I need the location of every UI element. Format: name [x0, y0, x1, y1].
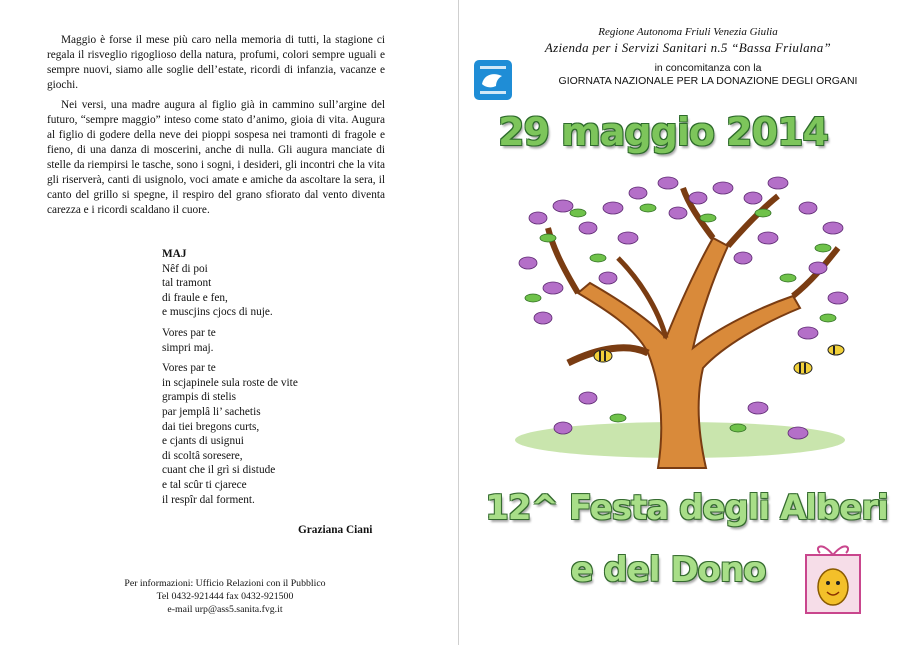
- event-title-line-2: e del Dono: [570, 550, 766, 590]
- event-date: 29 maggio 2014: [498, 110, 828, 154]
- poem-line: e muscjins cjocs di nuje.: [162, 306, 273, 319]
- poem-line: di scoltâ soresere,: [162, 449, 243, 462]
- contact-office: Per informazioni: Ufficio Relazioni con il Pubblico: [124, 578, 326, 589]
- bee-icon: [594, 350, 612, 362]
- gift-mascot-icon: [802, 541, 864, 615]
- organ-donation-day: GIORNATA NAZIONALE PER LA DONAZIONE DEGLI ORGANI: [558, 75, 858, 87]
- poem-line: il respîr dal forment.: [162, 493, 255, 506]
- intro-text: [47, 33, 385, 223]
- poem-line: di fraule e fen,: [162, 291, 228, 304]
- contact-info: [100, 577, 350, 616]
- right-page: [458, 0, 915, 645]
- intro-paragraph-2: Nei versi, una madre augura al figlio già in cammino sull’argine del futuro, “sempre maggio” inteso come stato d’animo, gioia di vita. Augura al figlio di godere della neve dei pioppi sospesa nei tramonti di fragole e fieno, di una danza di moscerini, anche di nulla. Gli augura manciate di stelle da riempirsi le tasche, sono i sogni, i desideri, gli incontri che la vita gli riserverà, canti di usignolo, voci amate e amiche da ascoltare la sera, il canto del grillo si spegne, il respiro del grano sfiorato dal vento diventa carezza e i ricordi scaldano il cuore.: [47, 99, 385, 216]
- poem-line: par jemplâ li’ sachetis: [162, 405, 261, 418]
- poem-line: grampis di stelis: [162, 391, 237, 404]
- tree-illustration: [508, 168, 853, 470]
- bee-icon: [828, 345, 844, 355]
- contact-phone: Tel 0432-921444 fax 0432-921500: [156, 591, 294, 602]
- donation-logo-icon: [474, 60, 512, 100]
- poem-line: in scjapinele sula roste de vite: [162, 376, 298, 389]
- intro-paragraph-1: Maggio è forse il mese più caro nella memoria di tutti, la stagione ci regala il risveglio rigoglioso della natura, profumi, colori sempre uguali e sempre nuovi, siamo alle soglie dell’estate, ricordi di infanzia, vacanze e giochi.: [47, 34, 385, 91]
- poem-line: cuant che il grì si distude: [162, 464, 276, 477]
- poem-line: Vores par te: [162, 362, 216, 375]
- event-title-line-1: 12^ Festa degli Alberi: [485, 488, 888, 528]
- concurrent-label: in concomitanza con la: [654, 62, 762, 74]
- poem-line: dai tiei bregons curts,: [162, 420, 260, 433]
- poem-stanza-3: [162, 361, 402, 507]
- agency-header: Azienda per i Servizi Sanitari n.5 “Bassa Friulana”: [544, 40, 832, 55]
- poem-line: simpri maj.: [162, 341, 214, 354]
- poem-line: Nêf di poi: [162, 262, 208, 275]
- poem-stanza-2: [162, 326, 402, 355]
- poem-title: MAJ: [162, 248, 187, 260]
- event-announcement: [518, 62, 898, 88]
- poem-line: e cjants di usignui: [162, 435, 244, 448]
- poem: [162, 247, 402, 513]
- poem-stanza-1: [162, 262, 402, 320]
- poem-line: Vores par te: [162, 326, 216, 339]
- contact-email[interactable]: e-mail urp@ass5.sanita.fvg.it: [167, 604, 283, 615]
- region-header: Regione Autonoma Friuli Venezia Giulia: [598, 26, 778, 38]
- poem-line: e tal scûr ti cjarece: [162, 478, 247, 491]
- poem-author: Graziana Ciani: [298, 524, 373, 536]
- poem-line: tal tramont: [162, 277, 212, 290]
- bee-icon: [794, 362, 812, 374]
